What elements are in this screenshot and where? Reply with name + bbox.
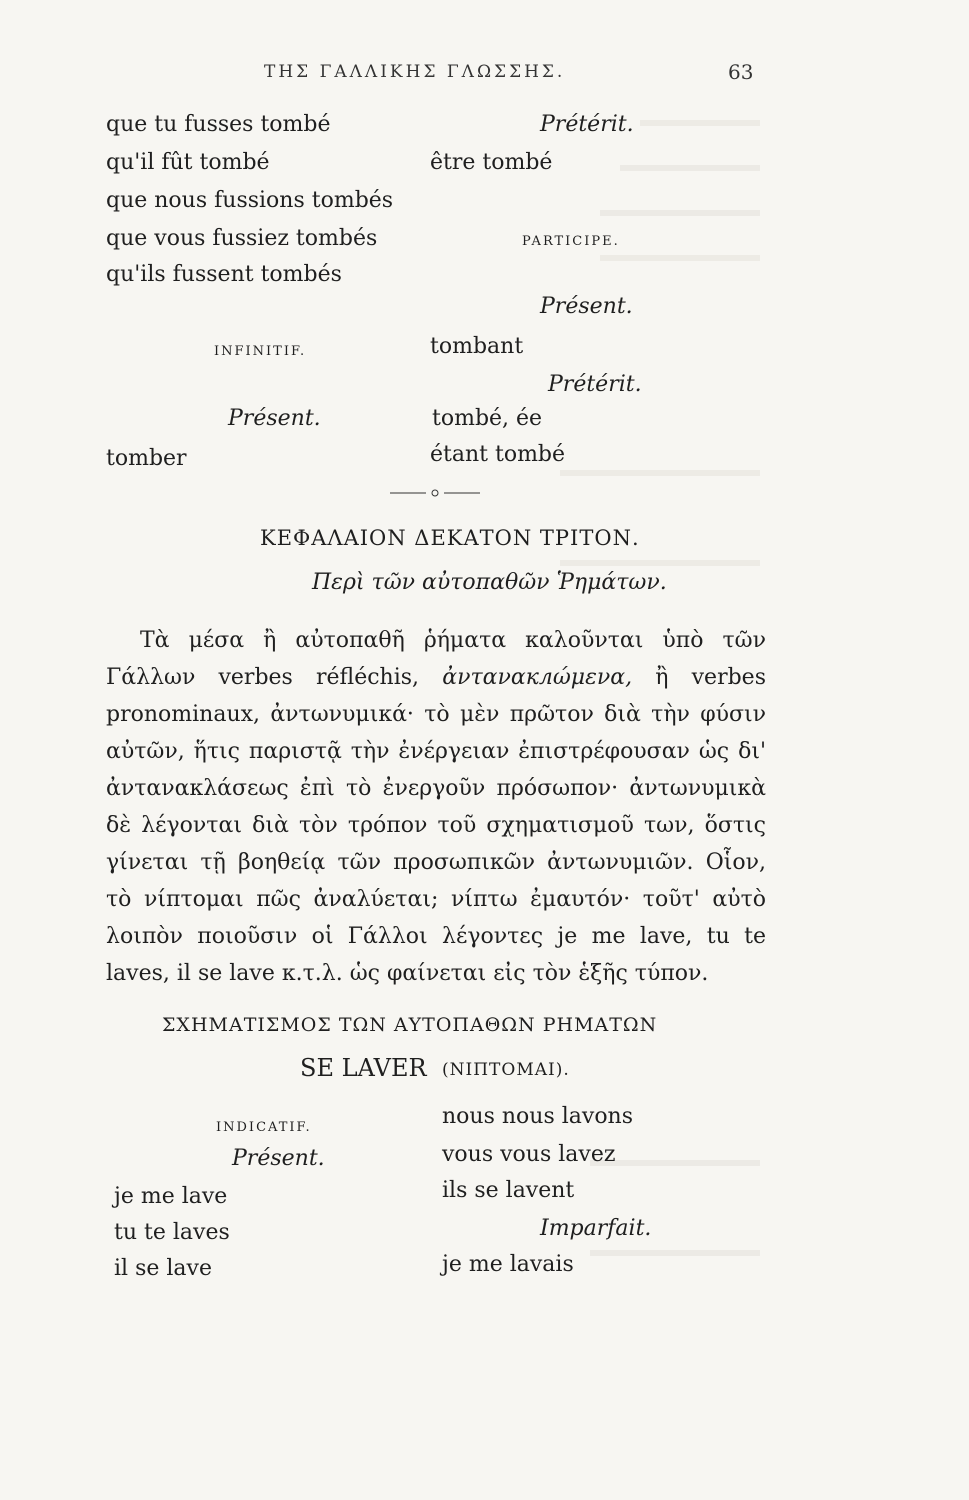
label-present-left: Présent.	[228, 406, 321, 431]
form-tomber: tomber	[106, 446, 187, 471]
para-part-6: ἀντωνυμικά· τὸ μὲν πρῶτον διὰ τὴν φύσιν αὐτῶν, ἥτις παριστᾷ τὴν ἐνέργειαν ἐπιστρέφουσαν ὡς δι' ἀντανακλάσεως ἐπὶ τὸ ἐνεργοῦν πρόσωπον· ἀντωνυμικὰ δὲ λέγονται διὰ τὸν τρόπον τοῦ σχηματισμοῦ των, ὅστις γίνεται τῇ βοηθείᾳ τῶν προσωπικῶν ἀντωνυμιῶν. Οἷον, τὸ νίπτομαι πῶς ἀναλύεται; νίπτω ἐμαυτόν· τοῦτ' αὐτὸ λοιπὸν ποιοῦσιν οἱ Γάλλοι λέγοντες	[106, 702, 766, 949]
label-imparfait: Imparfait.	[540, 1216, 652, 1241]
conj-line-3: que nous fussions tombés	[106, 188, 394, 213]
form-je-me-lavais: je me lavais	[442, 1252, 574, 1277]
term-greek-reflexive: ἀνταναклώμενα,	[419, 665, 633, 690]
conj-line-4: que vous fussiez tombés	[106, 226, 378, 251]
running-title: ΤΗΣ ΓΑΛΛΙΚΗΣ ΓΛΩΣΣΗΣ.	[264, 62, 566, 82]
label-preterit-1: Prétérit.	[540, 112, 634, 137]
form-nous-nous-lavons: nous nous lavons	[442, 1104, 634, 1129]
form-tombant: tombant	[430, 334, 524, 359]
label-present-indicatif: Présent.	[232, 1146, 325, 1171]
conj-line-2: qu'il fût tombé	[106, 150, 270, 175]
verb-gloss: (ΝΙΠΤΟΜΑΙ).	[442, 1060, 570, 1080]
ornament-divider	[390, 487, 480, 499]
page-number: 63	[728, 60, 754, 84]
term-verbes-reflechis: verbes réfléchis,	[218, 665, 420, 690]
form-il-se-lave: il se lave	[114, 1256, 212, 1281]
form-tu-te-laves: tu te laves	[114, 1220, 230, 1245]
form-je-me-lave: je me lave	[114, 1184, 228, 1209]
label-participe: PARTICIPE.	[522, 234, 620, 249]
form-vous-vous-lavez: vous vous lavez	[442, 1142, 616, 1167]
para-part-1: Τὰ μέσα ἢ αὐτοπαθῆ ῥήματα καλοῦνται ὑπὸ τῶν Γάλλων	[106, 628, 766, 690]
label-indicatif: INDICATIF.	[216, 1120, 312, 1135]
form-etant-tombe: étant tombé	[430, 442, 566, 467]
section-heading: ΣΧΗΜΑΤΙΣΜΟΣ ΤΩΝ ΑΥΤΟΠΑΘΩΝ ΡΗΜΑΤΩΝ	[162, 1014, 658, 1036]
verb-title: SE LAVER	[300, 1054, 427, 1082]
chapter-title: ΚΕΦΑΛΑΙΟΝ ΔΕΚΑΤΟΝ ΤΡΙΤΟΝ.	[260, 526, 640, 550]
term-verbes-pronominaux: verbes pronominaux,	[106, 665, 766, 727]
label-present-right: Présent.	[540, 294, 633, 319]
form-etre-tombe: être tombé	[430, 150, 553, 175]
form-ils-se-lavent: ils se lavent	[442, 1178, 575, 1203]
form-tombe-ee: tombé, ée	[432, 406, 543, 431]
conj-line-1: que tu fusses tombé	[106, 112, 331, 137]
example-french-forms: je me lave, tu te laves, il se lave	[106, 924, 766, 986]
chapter-subtitle: Περὶ τῶν αὐτοπαθῶν Ῥημάτων.	[312, 570, 667, 595]
label-preterit-2: Prétérit.	[548, 372, 642, 397]
body-paragraph	[106, 622, 766, 992]
para-part-4: ἢ	[632, 665, 692, 690]
conj-line-5: qu'ils fussent tombés	[106, 262, 342, 287]
para-part-8: κ.τ.λ. ὡς φαίνεται εἰς τὸν ἑξῆς τύπον.	[274, 961, 709, 986]
label-infinitif: INFINITIF.	[214, 344, 307, 359]
